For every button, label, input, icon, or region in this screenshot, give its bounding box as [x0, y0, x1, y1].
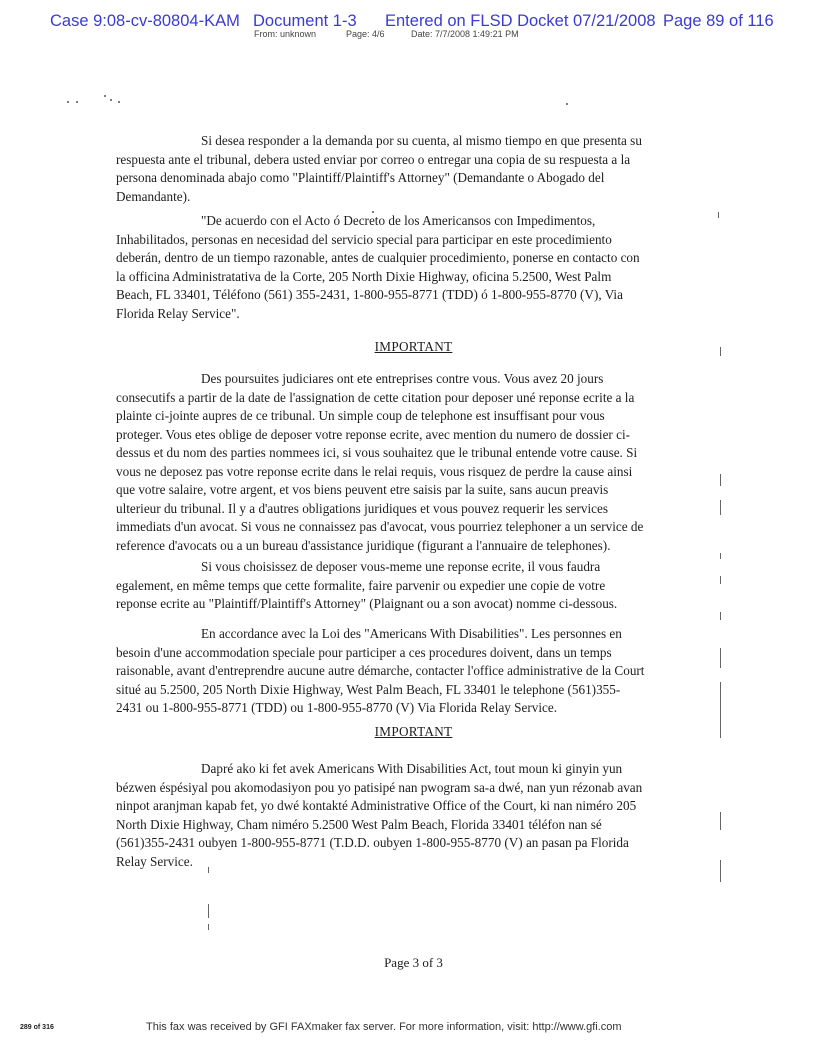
text-line: Demandante). [116, 188, 191, 204]
text-line: bézwen éspésiyal pou akomodasiyon pou yo patisipé nan pwogram sa-a dwé, nan yun rézonab avan [116, 779, 643, 795]
text-line [116, 212, 711, 231]
margin-mark [720, 860, 721, 882]
text-line: Relay Service. [116, 853, 193, 869]
text-line-content: Dapré ako ki fet avek Americans With Disabilities Act, tout moun ki ginyin yun [201, 761, 623, 776]
text-line: dessus et du nom des parties nommees ici, si vous souhaitez que le tribunal entende votre cause. Si [116, 445, 638, 460]
text-line-content: En accordance avec la Loi des "Americans With Disabilities". Les personnes en [201, 626, 622, 641]
text-line-content: "De acuerdo con el Acto ó Decreto de los Americansos con Impedimentos, [201, 213, 596, 228]
text-line-content: Si vous choisissez de deposer vous-meme une reponse ecrite, il vous faudra [201, 559, 601, 574]
margin-mark [720, 682, 721, 738]
creole-paragraph [116, 760, 711, 871]
text-line: 2431 ou 1-800-955-8771 (TDD) ou 1-800-955-8770 (V) Via Florida Relay Service. [116, 700, 558, 715]
text-line: Florida Relay Service". [116, 305, 240, 321]
french-paragraph-1 [116, 370, 711, 555]
document-number: Document 1-3 [253, 12, 357, 30]
text-line: que votre salaire, votre argent, et vos biens peuvent etre saisis par la suite, sans aucun preavis [116, 482, 609, 497]
margin-mark [208, 924, 209, 930]
text-line: persona denominada abajo como "Plaintiff/Plaintiff's Attorney" (Demandante o Abogado del [116, 170, 605, 185]
scan-speck [110, 99, 112, 101]
text-line [116, 132, 711, 151]
important-heading: IMPORTANT [374, 724, 453, 739]
text-line: raisonable, avant d'entreprendre aucune autre démarche, contacter l'office administrative de la Court [116, 663, 645, 678]
text-line: respuesta ante el tribunal, debera usted enviar por correo o entregar una copia de su respuesta a la [116, 151, 631, 167]
scan-speck [67, 101, 69, 103]
text-line: vous ne deposez pas votre reponse ecrite dans le relai requis, vous risquez de perdre la cause ainsi [116, 463, 633, 479]
scan-speck [118, 101, 120, 103]
page-number: Page 3 of 3 [384, 955, 443, 970]
text-line: consecutifs a partir de la date de l'assignation de cette citation pour deposer uné reponse ecrite a la [116, 389, 635, 405]
spanish-paragraph-1 [116, 132, 711, 206]
text-line: plainte ci-jointe aupres de ce tribunal. Un simple coup de telephone est insuffisant pour vous [116, 408, 605, 423]
text-line: reference d'avocats ou a un bureau d'assistance juridique (figurant a l'annuaire de telephones). [116, 537, 611, 553]
fax-date: Date: 7/7/2008 1:49:21 PM [411, 29, 519, 39]
case-number: Case 9:08-cv-80804-KAM [50, 12, 240, 30]
text-line: North Dixie Highway, Cham niméro 5.2500 West Palm Beach, Florida 33401 téléfon nan sé [116, 816, 602, 832]
text-line: ulterieur du tribunal. Il y a d'autres obligations juridiques et vous pouvez requerir les services [116, 500, 609, 516]
scan-speck [76, 101, 78, 103]
text-line: egalement, en même temps que cette formalite, faire parvenir ou expedier une copie de votre [116, 577, 606, 593]
scan-speck [566, 103, 568, 105]
spanish-paragraph-2 [116, 212, 711, 323]
text-line: deberán, dentro de un tiempo razonable, antes de cualquier procedimiento, ponerse en contacto con [116, 250, 640, 265]
text-line [116, 760, 711, 779]
margin-mark [720, 612, 721, 620]
margin-mark [720, 347, 721, 356]
text-line: Inhabilitados, personas en necesidad del servicio special para participar en este procedimiento [116, 231, 612, 247]
text-line-content: Des poursuites judiciares ont ete entreprises contre vous. Vous avez 20 jours [201, 371, 604, 386]
margin-mark [720, 474, 721, 486]
text-line: proteger. Vous etes oblige de deposer votre reponse ecrite, avec mention du numero de dossier ci- [116, 426, 631, 442]
margin-mark [718, 212, 719, 218]
text-line: immediats d'un avocat. Si vous ne connaissez pas d'avocat, vous pourriez telephoner a un service de [116, 519, 644, 534]
text-line [116, 558, 711, 577]
text-line: besoin d'une accommodation speciale pour participer a ces procedures doivent, dans un temps [116, 644, 612, 660]
fax-page: Page: 4/6 [346, 29, 385, 39]
text-line: reponse ecrite au "Plaintiff/Plaintiff's Attorney" (Plaignant ou a son avocat) nomme ci-dessous. [116, 596, 618, 611]
page-indicator: Page 89 of 116 [663, 12, 774, 30]
margin-mark [720, 812, 721, 830]
french-paragraph-3 [116, 625, 711, 718]
text-line [116, 370, 711, 389]
text-line [116, 625, 711, 644]
text-line: situé au 5.2500, 205 North Dixie Highway, West Palm Beach, FL 33401 le telephone (561)355- [116, 681, 621, 697]
margin-mark [720, 648, 721, 668]
french-paragraph-2 [116, 558, 711, 614]
margin-mark [208, 904, 209, 918]
docket-entry: Entered on FLSD Docket 07/21/2008 [385, 12, 656, 30]
fax-notice: This fax was received by GFI FAXmaker fax server. For more information, visit: http://www.gfi.com [146, 1021, 622, 1033]
text-line: (561)355-2431 oubyen 1-800-955-8771 (T.D.D. oubyen 1-800-955-8770 (V) an pasan pa Florida [116, 835, 629, 850]
text-line: ninpot aranjman kapab fet, yo dwé kontakté Administrative Office of the Court, ki nan niméro 205 [116, 798, 637, 813]
text-line: Beach, FL 33401, Téléfono (561) 355-2431, 1-800-955-8771 (TDD) ó 1-800-955-8770 (V), Via [116, 287, 623, 302]
margin-mark [720, 500, 721, 515]
fax-page-count: 289 of 316 [20, 1024, 54, 1031]
margin-mark [720, 576, 721, 584]
text-line-content: Si desea responder a la demanda por su cuenta, al mismo tiempo en que presenta su [201, 133, 642, 148]
text-line: la officina Administratativa de la Corte, 205 North Dixie Highway, oficina 5.2500, West Palm [116, 268, 612, 284]
margin-mark [720, 553, 721, 559]
important-heading: IMPORTANT [374, 339, 453, 354]
fax-from: From: unknown [254, 29, 317, 39]
scan-speck [104, 95, 106, 97]
